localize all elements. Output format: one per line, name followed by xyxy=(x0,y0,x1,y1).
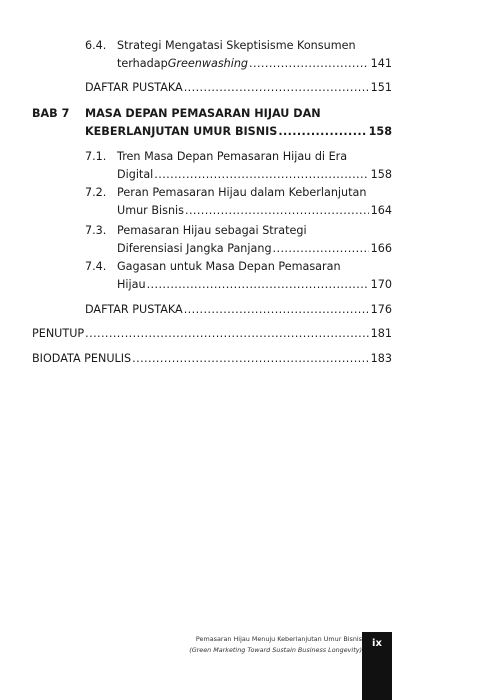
page-number: 151 xyxy=(370,81,392,94)
title-text: Digital xyxy=(117,168,154,181)
entry-label: DAFTAR PUSTAKA xyxy=(85,81,183,94)
entry-line xyxy=(85,79,392,97)
page-number: 166 xyxy=(370,242,392,255)
section-number: 7.3. xyxy=(85,224,107,237)
page-number: 141 xyxy=(370,57,392,70)
dot-leader xyxy=(85,325,368,343)
entry-line xyxy=(85,301,392,319)
page-number-tab xyxy=(362,632,392,700)
section-title-line2 xyxy=(117,166,392,184)
dot-leader xyxy=(278,123,366,141)
dot-leader xyxy=(147,276,369,294)
entry-line xyxy=(32,350,392,368)
page-number: 183 xyxy=(370,352,392,365)
dot-leader xyxy=(184,79,369,97)
running-footer xyxy=(189,634,362,656)
section-title-line1: Peran Pemasaran Hijau dalam Keberlanjutan xyxy=(117,186,367,199)
title-text: Umur Bisnis xyxy=(117,204,184,217)
dot-leader xyxy=(185,202,369,220)
section-number: 7.2. xyxy=(85,186,107,199)
entry-label: DAFTAR PUSTAKA xyxy=(85,303,183,316)
page-number-roman: ix xyxy=(372,638,382,649)
title-text: Diferensiasi Jangka Panjang xyxy=(117,242,272,255)
dot-leader xyxy=(132,350,368,368)
entry-label: PENUTUP xyxy=(32,327,85,340)
dot-leader xyxy=(184,301,369,319)
footer-book-subtitle: (Green Marketing Toward Sustain Business Longevity) xyxy=(189,646,362,654)
title-text: KEBERLANJUTAN UMUR BISNIS xyxy=(85,125,278,138)
title-italic-text: Greenwashing xyxy=(167,57,249,70)
section-title-line1: Tren Masa Depan Pemasaran Hijau di Era xyxy=(117,150,348,163)
section-title-line2 xyxy=(117,240,392,258)
entry-label: BIODATA PENULIS xyxy=(32,352,132,365)
section-title-line2 xyxy=(117,276,392,294)
title-text: Hijau xyxy=(117,278,146,291)
section-number: 6.4. xyxy=(85,39,107,52)
section-title-line1: Strategi Mengatasi Skeptisisme Konsumen xyxy=(117,39,356,52)
chapter-label: BAB 7 xyxy=(32,107,70,120)
page-number: 176 xyxy=(370,303,392,316)
section-title-line1: Gagasan untuk Masa Depan Pemasaran xyxy=(117,260,341,273)
section-number: 7.1. xyxy=(85,150,107,163)
dot-leader xyxy=(273,240,369,258)
footer-book-title: Pemasaran Hijau Menuju Keberlanjutan Umur Bisnis xyxy=(195,635,362,643)
chapter-title-line1: MASA DEPAN PEMASARAN HIJAU DAN xyxy=(85,107,321,120)
page-number: 158 xyxy=(368,125,392,138)
section-title-line1: Pemasaran Hijau sebagai Strategi xyxy=(117,224,307,237)
page-number: 158 xyxy=(370,168,392,181)
section-title-line2 xyxy=(117,202,392,220)
page-number: 164 xyxy=(370,204,392,217)
page-number: 170 xyxy=(370,278,392,291)
page-number: 181 xyxy=(370,327,392,340)
section-number: 7.4. xyxy=(85,260,107,273)
chapter-title-line2 xyxy=(85,123,392,141)
section-title-line2 xyxy=(117,55,392,73)
entry-line xyxy=(32,325,392,343)
dot-leader xyxy=(249,55,369,73)
dot-leader xyxy=(154,166,368,184)
title-text: terhadap xyxy=(117,57,168,70)
